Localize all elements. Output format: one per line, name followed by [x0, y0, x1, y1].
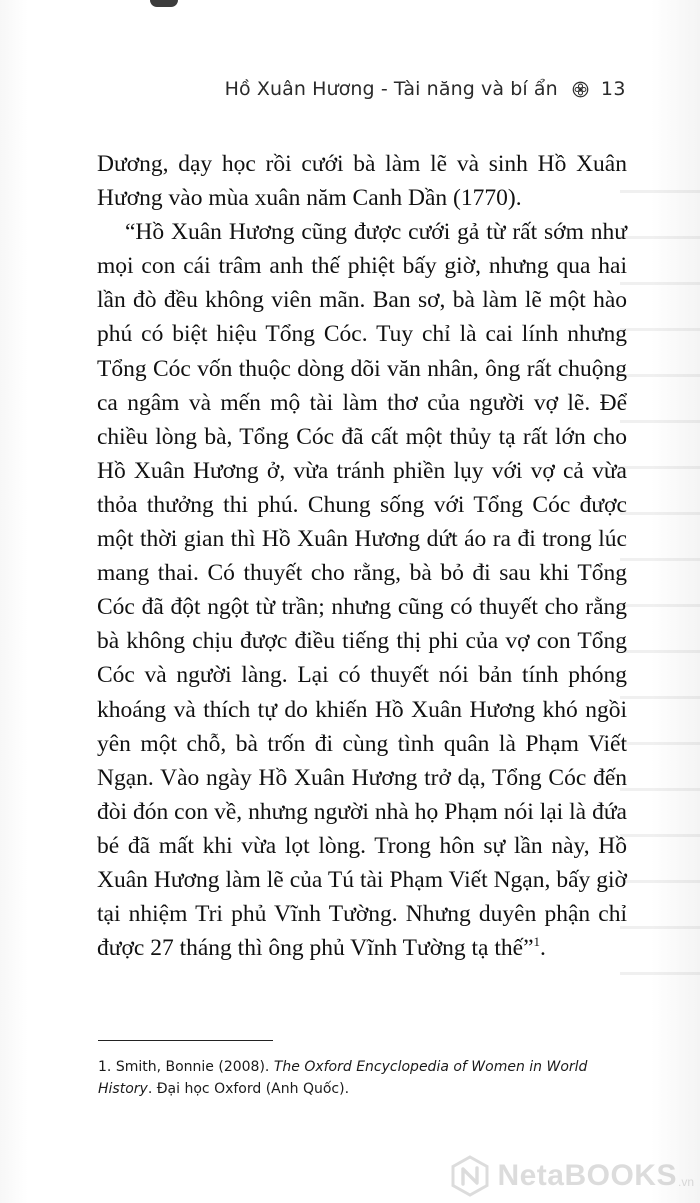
- page-number: 13: [600, 78, 626, 100]
- page-top-mark: [150, 0, 178, 7]
- running-head: [225, 78, 626, 100]
- watermark-text: NetaBOOKS: [497, 1159, 677, 1192]
- footnote-divider: [98, 1040, 273, 1041]
- body-text: [97, 147, 627, 965]
- footnote-reference[interactable]: 1: [533, 934, 541, 950]
- footnote-title: The Oxford Encyclopedia of Women in World History: [98, 1059, 588, 1097]
- footnote-number: 1.: [98, 1059, 112, 1075]
- quote-text: “Hồ Xuân Hương cũng được cưới gả từ rất sớm như mọi con cái trâm anh thế phiệt bấy giờ, nhưng qua hai lần đò đều không viên mãn. Ban sơ, bà làm lẽ một hào phú có biệt hiệu Tổng Cóc. Tuy chỉ là cai lính nhưng Tổng Cóc vốn thuộc dòng dõi văn nhân, ông rất chuộng ca ngâm và mến mộ tài làm thơ của người vợ lẽ. Để chiều lòng bà, Tổng Cóc đã cất một thủy tạ rất lớn cho Hồ Xuân Hương ở, vừa tránh phiền lụy với vợ cả vừa thỏa thưởng thi phú. Chung sống với Tổng Cóc được một thời gian thì Hồ Xuân Hương dứt áo ra đi trong lúc mang thai. Có thuyết cho rằng, bà bỏ đi sau khi Tổng Cóc đã đột ngột từ trần; nhưng cũng có thuyết cho rằng bà không chịu được điều tiếng thị phi của vợ con Tổng Cóc và người làng. Lại có thuyết nói bản tính phóng khoáng và thích tự do khiến Hồ Xuân Hương khó ngồi yên một chỗ, bà trốn đi cùng tình quân là Phạm Viết Ngạn. Vào ngày Hồ Xuân Hương trở dạ, Tổng Cóc đến đòi đón con về, nhưng người nhà họ Phạm nói lại là đứa bé đã mất khi vừa lọt lòng. Trong hôn sự lần này, Hồ Xuân Hương làm lẽ của Tú tài Phạm Viết Ngạn, bấy giờ tại nhiệm Tri phủ Vĩnh Tường. Nhưng duyên phận chỉ được 27 tháng thì ông phủ Vĩnh Tường tạ thế”: [97, 219, 627, 962]
- footnote-author: Smith, Bonnie (2008).: [115, 1059, 270, 1075]
- netabooks-logo-icon: [449, 1155, 491, 1197]
- paragraph-quote: “Hồ Xuân Hương cũng được cưới gả từ rất sớm như mọi con cái trâm anh thế phiệt bấy giờ, nhưng qua hai lần đò đều không viên mãn. Ban sơ, bà làm lẽ một hào phú có biệt hiệu Tổng Cóc. Tuy chỉ là cai lính nhưng Tổng Cóc vốn thuộc dòng dõi văn nhân, ông rất chuộng ca ngâm và mến mộ tài làm thơ của người vợ lẽ. Để chiều lòng bà, Tổng Cóc đã cất một thủy tạ rất lớn cho Hồ Xuân Hương ở, vừa tránh phiền lụy với vợ cả vừa thỏa thưởng thi phú. Chung sống với Tổng Cóc được một thời gian thì Hồ Xuân Hương dứt áo ra đi trong lúc mang thai. Có thuyết cho rằng, bà bỏ đi sau khi Tổng Cóc đã đột ngột từ trần; nhưng cũng có thuyết cho rằng bà không chịu được điều tiếng thị phi của vợ con Tổng Cóc và người làng. Lại có thuyết nói bản tính phóng khoáng và thích tự do khiến Hồ Xuân Hương khó ngồi yên một chỗ, bà trốn đi cùng tình quân là Phạm Viết Ngạn. Vào ngày Hồ Xuân Hương trở dạ, Tổng Cóc đến đòi đón con về, nhưng người nhà họ Phạm nói lại là đứa bé đã mất khi vừa lọt lòng. Trong hôn sự lần này, Hồ Xuân Hương làm lẽ của Tú tài Phạm Viết Ngạn, bấy giờ tại nhiệm Tri phủ Vĩnh Tường. Nhưng duyên phận chỉ được 27 tháng thì ông phủ Vĩnh Tường tạ thế”$^1$.: [97, 219, 627, 962]
- running-head-title: Hồ Xuân Hương - Tài năng và bí ẩn: [224, 78, 558, 100]
- footnote: [98, 1056, 628, 1100]
- show-through-texture: [620, 190, 700, 1010]
- flower-ornament-icon: [572, 81, 589, 98]
- footnote-publisher: . Đại học Oxford (Anh Quốc).: [147, 1081, 350, 1097]
- watermark: [449, 1155, 694, 1197]
- paragraph-continued: Dương, dạy học rồi cưới bà làm lẽ và sinh Hồ Xuân Hương vào mùa xuân năm Canh Dần (1770).: [97, 151, 627, 212]
- watermark-suffix: .vn: [677, 1175, 694, 1189]
